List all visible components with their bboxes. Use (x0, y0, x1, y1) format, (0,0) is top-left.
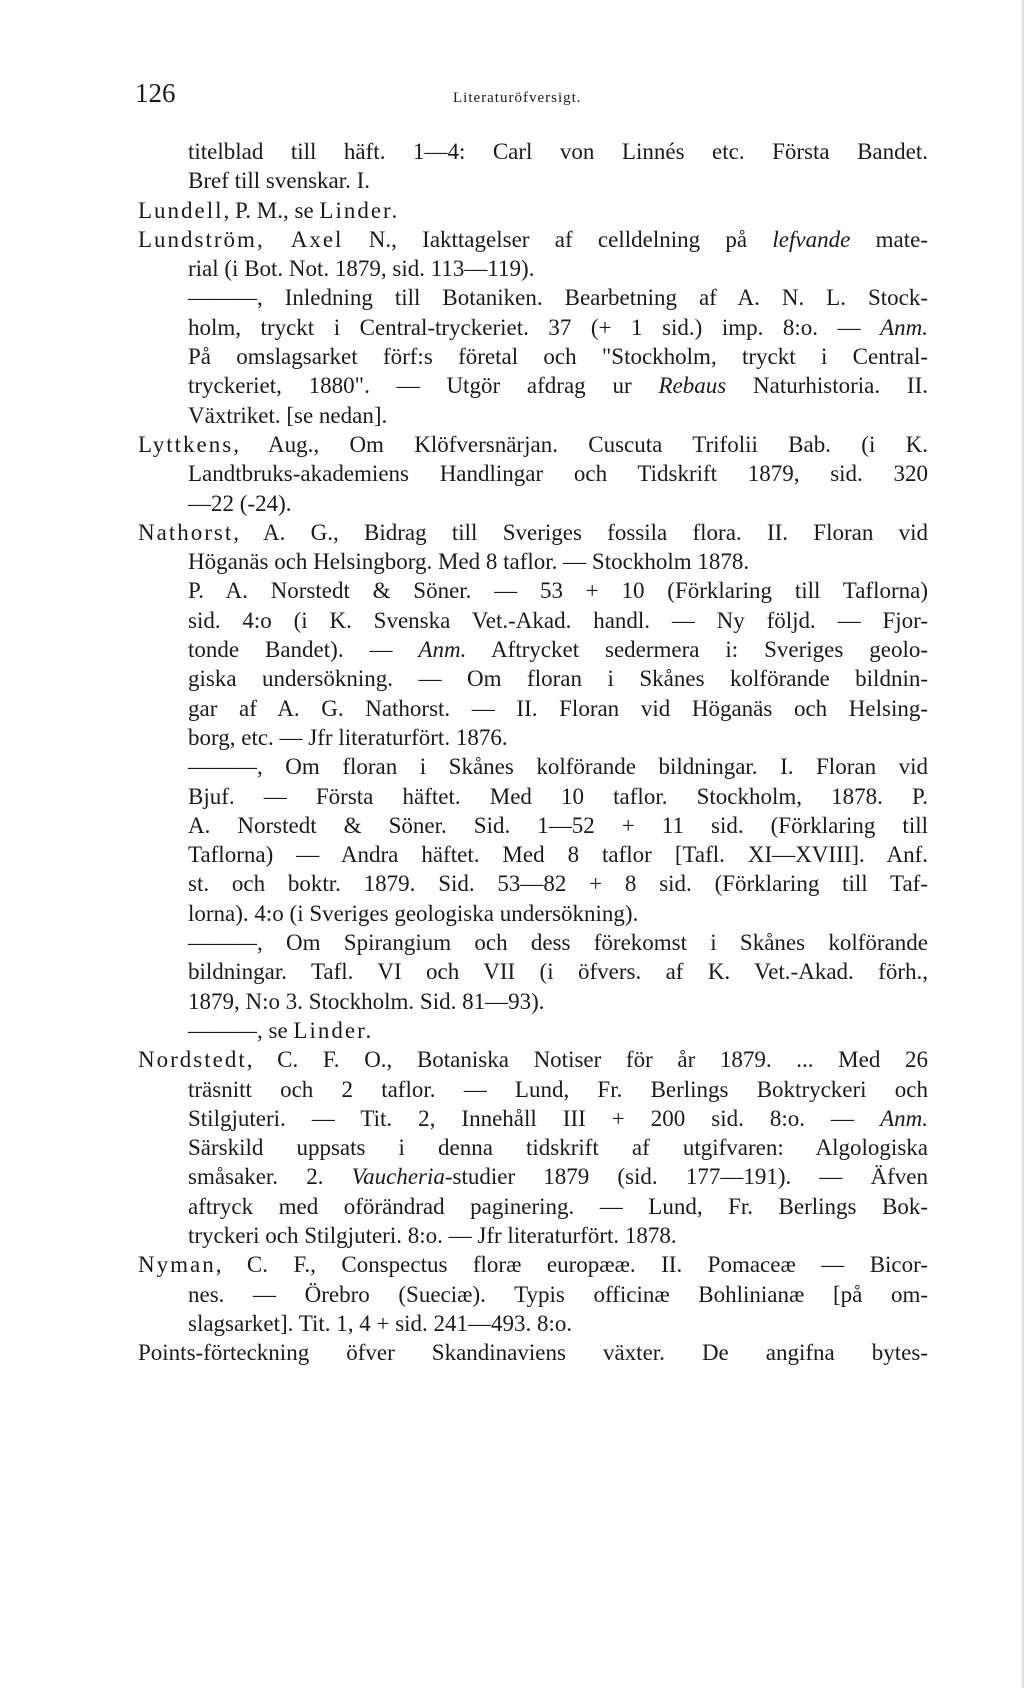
text-segment: ———, Om Spirangium och dess förekomst i Skånes kolförande (188, 930, 928, 956)
text-segment: Bref till svenskar. I. (188, 168, 371, 194)
entry-start-line (138, 518, 928, 547)
text-segment: A. Norstedt & Söner. Sid. 1—52 + 11 sid. (Förklaring till (188, 812, 928, 838)
text-segment: Bjuf. — Första häftet. Med 10 taflor. Stockholm, 1878. P. (188, 783, 928, 809)
text-segment: slagsarket]. Tit. 1, 4 + sid. 241—493. 8:o. (188, 1310, 573, 1336)
text-segment: aftryck med oförändrad paginering. — Lund, Fr. Berlings Bok- (188, 1193, 928, 1219)
entry-start-line (138, 1250, 928, 1279)
text-line (138, 782, 928, 811)
text-segment: borg, etc. — Jfr literaturfört. 1876. (188, 724, 508, 750)
author-name: Nyman (138, 1252, 216, 1278)
text-segment: Naturhistoria. II. (726, 373, 928, 399)
text-segment: giska undersökning. — Om floran i Skånes kolförande bildnin- (188, 666, 928, 692)
text-segment: , C. F., Conspectus floræ europææ. II. Pomaceæ — Bicor- (215, 1252, 928, 1278)
author-name: Linder. (293, 1017, 374, 1043)
text-line (138, 1221, 928, 1250)
text-line (138, 869, 928, 898)
text-line (138, 635, 928, 664)
text-line (138, 840, 928, 869)
text-segment: Växtriket. [se nedan]. (188, 402, 388, 428)
text-segment: nes. — Örebro (Sueciæ). Typis officinæ Bohlinianæ [på om- (188, 1281, 928, 1307)
text-line (138, 899, 928, 928)
text-segment: lorna). 4:o (i Sveriges geologiska undersökning). (188, 900, 639, 926)
text-line (138, 137, 928, 166)
text-line (138, 723, 928, 752)
page-header (135, 78, 935, 118)
text-line (138, 401, 928, 430)
entry-start-line (138, 1338, 928, 1367)
italic-term: Anm. (880, 1105, 928, 1131)
text-segment: holm, tryckt i Central-tryckeriet. 37 (+ 1 sid.) imp. 8:o. — (188, 314, 881, 340)
text-line (138, 254, 928, 283)
text-line (138, 752, 928, 781)
text-segment: gar af A. G. Nathorst. — II. Floran vid Höganäs och Helsing- (188, 695, 928, 721)
text-line (138, 342, 928, 371)
text-segment: N., Iakttagelser af celldelning på (343, 226, 773, 252)
text-segment: ———, se (188, 1017, 294, 1043)
author-name: Nordstedt (138, 1047, 247, 1073)
text-line (138, 1309, 928, 1338)
author-name: Nathorst (138, 519, 234, 545)
text-segment: —22 (-24). (188, 490, 292, 516)
text-line (138, 1192, 928, 1221)
italic-term: Anm. (880, 314, 928, 340)
text-segment: , P. M., se (223, 197, 320, 223)
text-line (138, 1075, 928, 1104)
italic-term: Rebaus (658, 373, 727, 399)
text-line (138, 371, 928, 400)
entry-start-line (138, 225, 928, 254)
text-line (138, 1133, 928, 1162)
text-segment: Särskild uppsats i denna tidskrift af utgifvaren: Algologiska (188, 1135, 928, 1161)
text-segment: tonde Bandet). — (188, 637, 419, 663)
text-line (138, 664, 928, 693)
text-segment: rial (i Bot. Not. 1879, sid. 113—119). (188, 256, 535, 282)
text-line (138, 694, 928, 723)
text-segment: tryckeri och Stilgjuteri. 8:o. — Jfr literaturfört. 1878. (188, 1222, 677, 1248)
text-line (138, 166, 928, 195)
text-segment: Points-förteckning öfver Skandinaviens växter. De angifna bytes- (138, 1340, 928, 1366)
bibliography-text (138, 137, 928, 1367)
entry-start-line (138, 196, 928, 225)
text-segment: Aftrycket sedermera i: Sveriges geolo- (466, 637, 928, 663)
text-segment: P. A. Norstedt & Söner. — 53 + 10 (Förklaring till Taflorna) (188, 578, 928, 604)
text-segment: 1879, N:o 3. Stockholm. Sid. 81—93). (188, 988, 545, 1014)
text-line (138, 459, 928, 488)
page-number: 126 (135, 78, 176, 108)
text-segment: , A. G., Bidrag till Sveriges fossila flora. II. Floran vid (233, 519, 928, 545)
text-segment: , Aug., Om Klöfversnärjan. Cuscuta Trifolii Bab. (i K. (233, 431, 928, 457)
entry-start-line (138, 430, 928, 459)
text-line (138, 313, 928, 342)
text-segment: Höganäs och Helsingborg. Med 8 taflor. — Stockholm 1878. (188, 549, 750, 575)
text-line (138, 1280, 928, 1309)
text-line (138, 283, 928, 312)
text-line (138, 928, 928, 957)
author-name: Linder. (319, 197, 400, 223)
italic-term: Vaucheria (351, 1164, 445, 1190)
text-line (138, 811, 928, 840)
text-line (138, 1162, 928, 1191)
text-segment: tryckeriet, 1880". — Utgör afdrag ur (188, 373, 659, 399)
text-segment: titelblad till häft. 1—4: Carl von Linnés etc. Första Bandet. (188, 139, 928, 164)
text-line (138, 987, 928, 1016)
italic-term: Anm. (418, 637, 467, 663)
text-line (138, 606, 928, 635)
text-line (138, 489, 928, 518)
text-segment: -studier 1879 (sid. 177—191). — Äfven (444, 1164, 928, 1190)
text-line (138, 576, 928, 605)
text-segment: ———, Inledning till Botaniken. Bearbetning af A. N. L. Stock- (188, 285, 928, 311)
text-segment: Stilgjuteri. — Tit. 2, Innehåll III + 200 sid. 8:o. — (188, 1105, 881, 1131)
text-line (138, 547, 928, 576)
text-segment: Taflorna) — Andra häftet. Med 8 taflor [Tafl. XI—XVIII]. Anf. (188, 842, 928, 868)
text-segment: Landtbruks-akademiens Handlingar och Tidskrift 1879, sid. 320 (188, 461, 928, 487)
text-segment: ———, Om floran i Skånes kolförande bildningar. I. Floran vid (188, 754, 928, 780)
text-segment: sid. 4:o (i K. Svenska Vet.-Akad. handl. — Ny följd. — Fjor- (188, 607, 928, 633)
text-line (138, 1104, 928, 1133)
text-segment: bildningar. Tafl. VI och VII (i öfvers. af K. Vet.-Akad. förh., (188, 959, 928, 985)
entry-start-line (138, 1045, 928, 1074)
running-head: Literaturöfversigt. (453, 90, 582, 106)
text-line (138, 1016, 928, 1045)
text-segment: , C. F. O., Botaniska Notiser för år 1879. ... Med 26 (246, 1047, 928, 1073)
author-name: Lundell (138, 197, 224, 223)
text-segment: träsnitt och 2 taflor. — Lund, Fr. Berlings Boktryckeri och (188, 1076, 928, 1102)
text-segment: st. och boktr. 1879. Sid. 53—82 + 8 sid. (Förklaring till Taf- (188, 871, 928, 897)
author-name: Lyttkens (138, 431, 234, 457)
text-segment: småsaker. 2. (188, 1164, 352, 1190)
italic-term: lefvande (772, 226, 851, 252)
text-segment: mate- (850, 226, 928, 252)
text-line (138, 957, 928, 986)
page-edge-shadow (1020, 0, 1024, 1688)
text-segment: På omslagsarket förf:s företal och "Stockholm, tryckt i Central- (188, 344, 928, 370)
author-name: Lundström, Axel (138, 226, 344, 252)
